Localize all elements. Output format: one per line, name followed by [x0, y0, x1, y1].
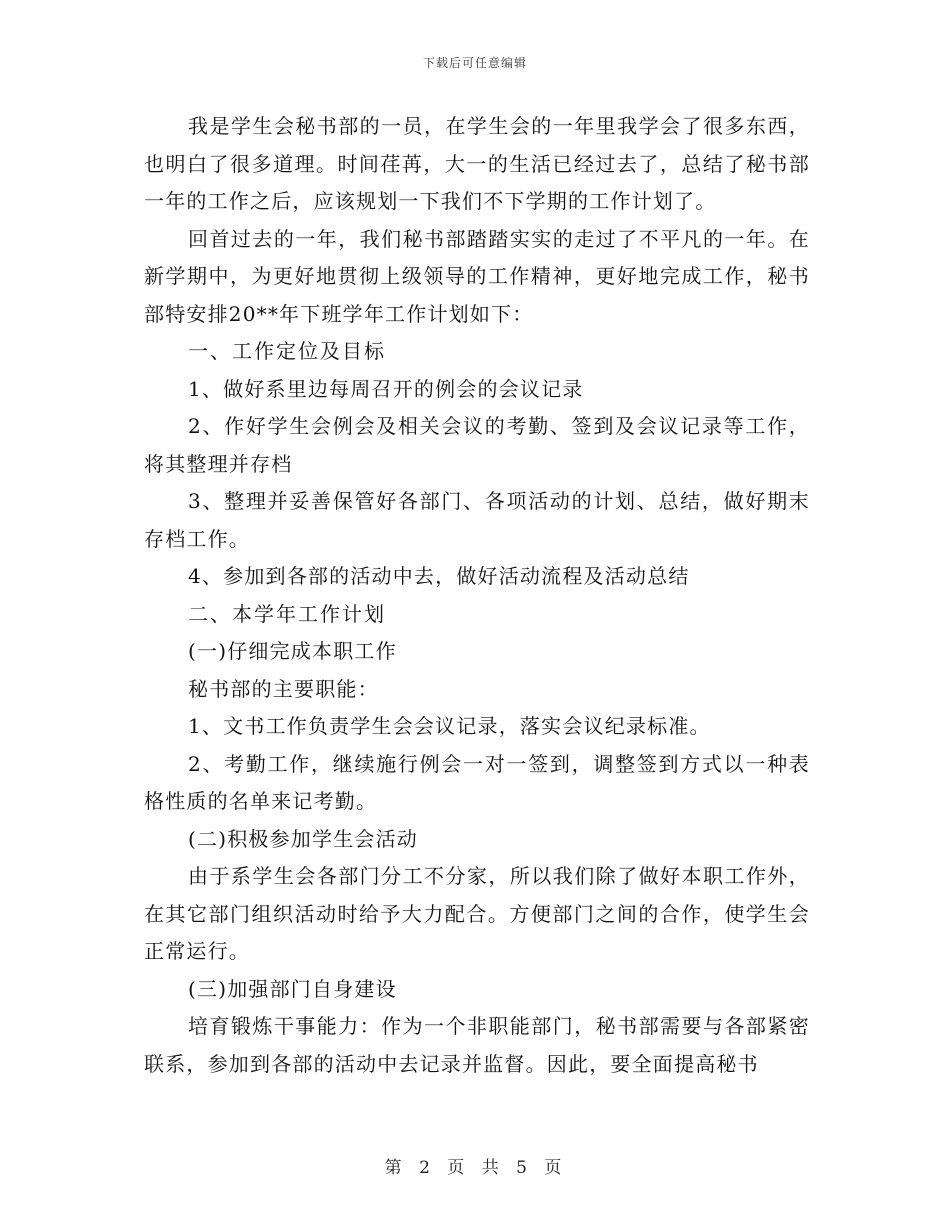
- section-heading-plan: 二、本学年工作计划: [188, 601, 386, 626]
- paragraph-intro: 我是学生会秘书部的一员，在学生会的一年里我学会了很多东西，也明白了很多道理。时间荏苒，大一的生活已经过去了，总结了秘书部一年的工作之后，应该规划一下我们不下学期的工作计划了。: [144, 114, 810, 213]
- list-item-goal-1: 1、做好系里边每周召开的例会的会议记录: [188, 376, 584, 401]
- document-body: [144, 108, 810, 1083]
- list-item-function-2: 2、考勤工作，继续施行例会一对一签到，调整签到方式以一种表格性质的名单来记考勤。: [144, 751, 810, 813]
- paragraph-review: 回首过去的一年，我们秘书部踏踏实实的走过了不平凡的一年。在新学期中，为更好地贯彻上级领导的工作精神，更好地完成工作，秘书部特安排20**年下班学年工作计划如下：: [144, 226, 810, 326]
- subheading-duties: (一)仔细完成本职工作: [188, 639, 397, 663]
- paragraph-training: 培育锻炼干事能力：作为一个非职能部门，秘书部需要与各部紧密联系，参加到各部的活动中去记录并监督。因此，要全面提高秘书: [144, 1014, 810, 1076]
- paragraph-functions-label: 秘书部的主要职能：: [188, 676, 379, 701]
- section-heading-goals: 一、工作定位及目标: [188, 339, 386, 363]
- list-item-goal-4: 4、参加到各部的活动中去，做好活动流程及活动总结: [188, 564, 690, 588]
- page-number: 第 2 页 共 5 页: [384, 1158, 566, 1178]
- download-note: 下载后可任意编辑: [422, 56, 527, 70]
- subheading-self-building: (三)加强部门自身建设: [188, 976, 397, 1001]
- list-item-goal-2: 2、作好学生会例会及相关会议的考勤、签到及会议记录等工作，将其整理并存档: [144, 414, 810, 476]
- list-item-goal-3: 3、整理并妥善保管好各部门、各项活动的计划、总结，做好期末存档工作。: [144, 489, 810, 551]
- list-item-function-1: 1、文书工作负责学生会会议记录，落实会议纪录标准。: [188, 714, 711, 738]
- subheading-activities: (二)积极参加学生会活动: [188, 826, 419, 851]
- paragraph-cooperation: 由于系学生会各部门分工不分家，所以我们除了做好本职工作外，在其它部门组织活动时给予大力配合。方便部门之间的合作，使学生会正常运行。: [144, 864, 810, 963]
